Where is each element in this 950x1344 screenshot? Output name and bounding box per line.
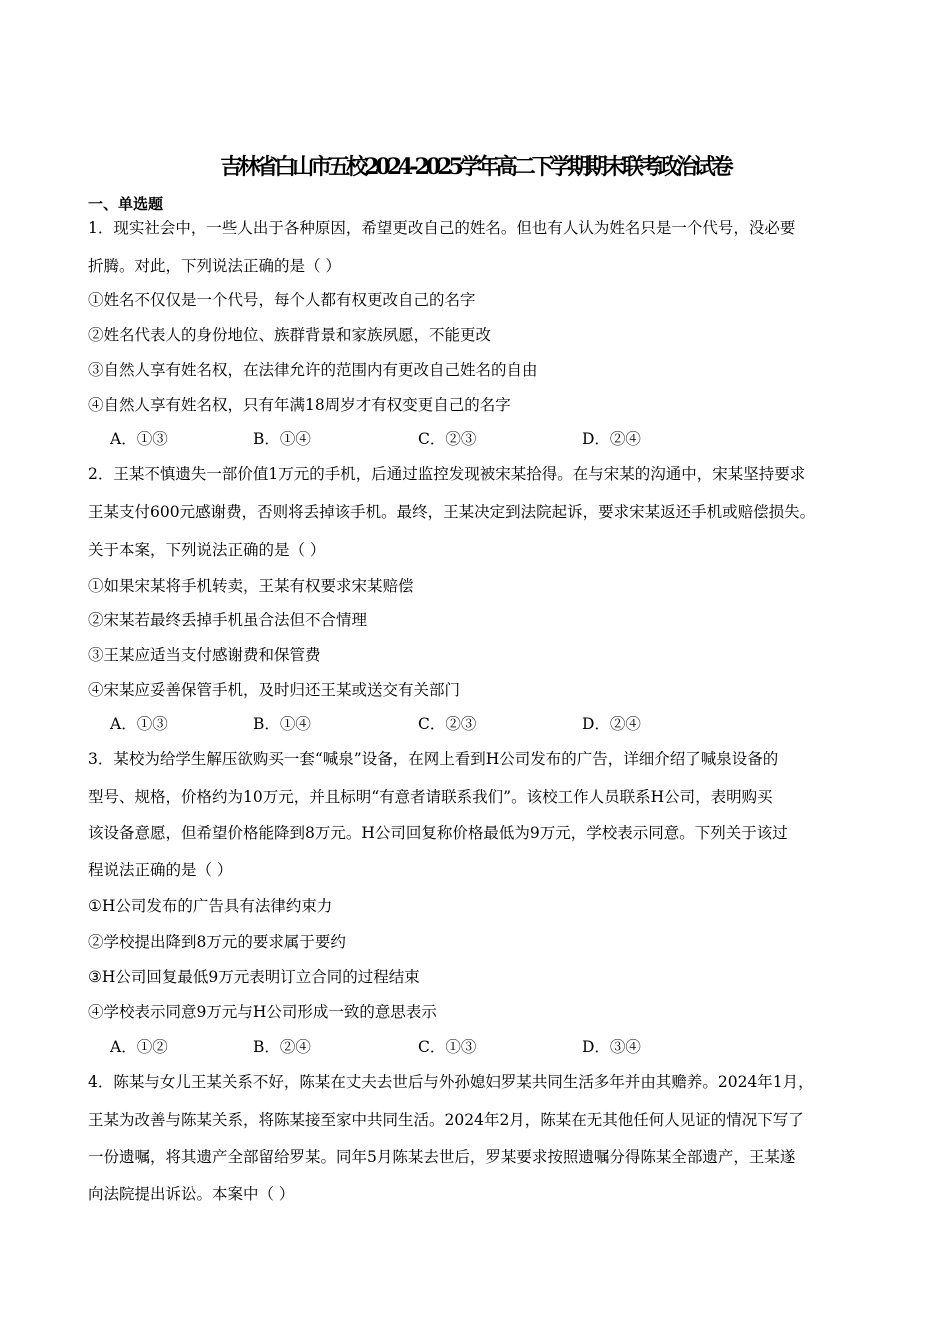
q1-choice-3: ③自然人享有姓名权，在法律允许的范围内有更改自己姓名的自由: [88, 361, 538, 379]
q2-line-1: 2．王某不慎遗失一部价值1万元的手机，后通过监控发现被宋某拾得。在与宋某的沟通中，宋某坚持要求: [88, 465, 806, 483]
q3-choice-2: ②学校提出降到8万元的要求属于要约: [88, 933, 346, 951]
q1-option-d: D．②④: [582, 430, 641, 448]
q2-line-3: 关于本案，下列说法正确的是（ ）: [88, 541, 326, 559]
q1-line-2: 折腾。对此，下列说法正确的是（ ）: [88, 257, 341, 275]
q4-line-4: 向法院提出诉讼。本案中（ ）: [88, 1185, 295, 1203]
q3-line-2: 型号、规格，价格约为10万元，并且标明“有意者请联系我们”。该校工作人员联系H公司，表明购买: [88, 788, 773, 806]
q4-line-3: 一份遗嘱，将其遗产全部留给罗某。同年5月陈某去世后，罗某要求按照遗嘱分得陈某全部遗产，王某遂: [88, 1148, 796, 1166]
q2-option-c: C．②③: [418, 715, 477, 733]
q2-choice-3: ③王某应适当支付感谢费和保管费: [88, 646, 321, 664]
q1-choice-4: ④自然人享有姓名权，只有年满18周岁才有权变更自己的名字: [88, 396, 511, 414]
section-heading: 一、单选题: [88, 195, 164, 213]
q1-option-a: A．①③: [110, 430, 168, 448]
q1-option-c: C．②③: [418, 430, 477, 448]
q2-option-d: D．②④: [582, 715, 641, 733]
q2-choice-1: ①如果宋某将手机转卖，王某有权要求宋某赔偿: [88, 577, 414, 595]
q1-line-1: 1．现实社会中，一些人出于各种原因，希望更改自己的姓名。但也有人认为姓名只是一个代号，没必要: [88, 219, 796, 237]
q1-choice-2: ②姓名代表人的身份地位、族群背景和家族夙愿，不能更改: [88, 326, 492, 344]
q1-choice-1: ①姓名不仅仅是一个代号，每个人都有权更改自己的名字: [88, 291, 476, 309]
q3-choice-4: ④学校表示同意9万元与H公司形成一致的意思表示: [88, 1003, 437, 1021]
q2-choice-2: ②宋某若最终丢掉手机虽合法但不合情理: [88, 611, 368, 629]
q3-line-1: 3．某校为给学生解压欲购买一套“喊泉”设备，在网上看到H公司发布的广告，详细介绍了喊泉设备的: [88, 750, 779, 768]
q4-line-1: 4．陈某与女儿王某关系不好，陈某在丈夫去世后与外孙媳妇罗某共同生活多年并由其赡养。2024年1月，: [88, 1073, 814, 1091]
q2-option-b: B．①④: [253, 715, 311, 733]
q3-option-b: B．②④: [253, 1038, 311, 1056]
q3-option-a: A．①②: [110, 1038, 168, 1056]
q1-option-b: B．①④: [253, 430, 311, 448]
q4-line-2: 王某为改善与陈某关系，将陈某接至家中共同生活。2024年2月，陈某在无其他任何人见证的情况下写了: [88, 1111, 804, 1129]
q3-line-3: 该设备意愿，但希望价格能降到8万元。H公司回复称价格最低为9万元，学校表示同意。下列关于该过: [88, 824, 788, 842]
q2-line-2: 王某支付600元感谢费，否则将丢掉该手机。最终，王某决定到法院起诉，要求宋某返还手机或赔偿损失。: [88, 503, 816, 521]
q3-choice-3: ③H公司回复最低9万元表明订立合同的过程结束: [88, 968, 420, 986]
page-title: 吉林省白山市五校2024-2025学年高二下学期期末联考政治试卷: [220, 154, 730, 180]
q3-option-d: D．③④: [582, 1038, 641, 1056]
q2-option-a: A．①③: [110, 715, 168, 733]
q3-line-4: 程说法正确的是（ ）: [88, 861, 233, 879]
q3-choice-1: ①H公司发布的广告具有法律约束力: [88, 897, 333, 915]
q2-choice-4: ④宋某应妥善保管手机，及时归还王某或送交有关部门: [88, 681, 461, 699]
q3-option-c: C．①③: [418, 1038, 477, 1056]
